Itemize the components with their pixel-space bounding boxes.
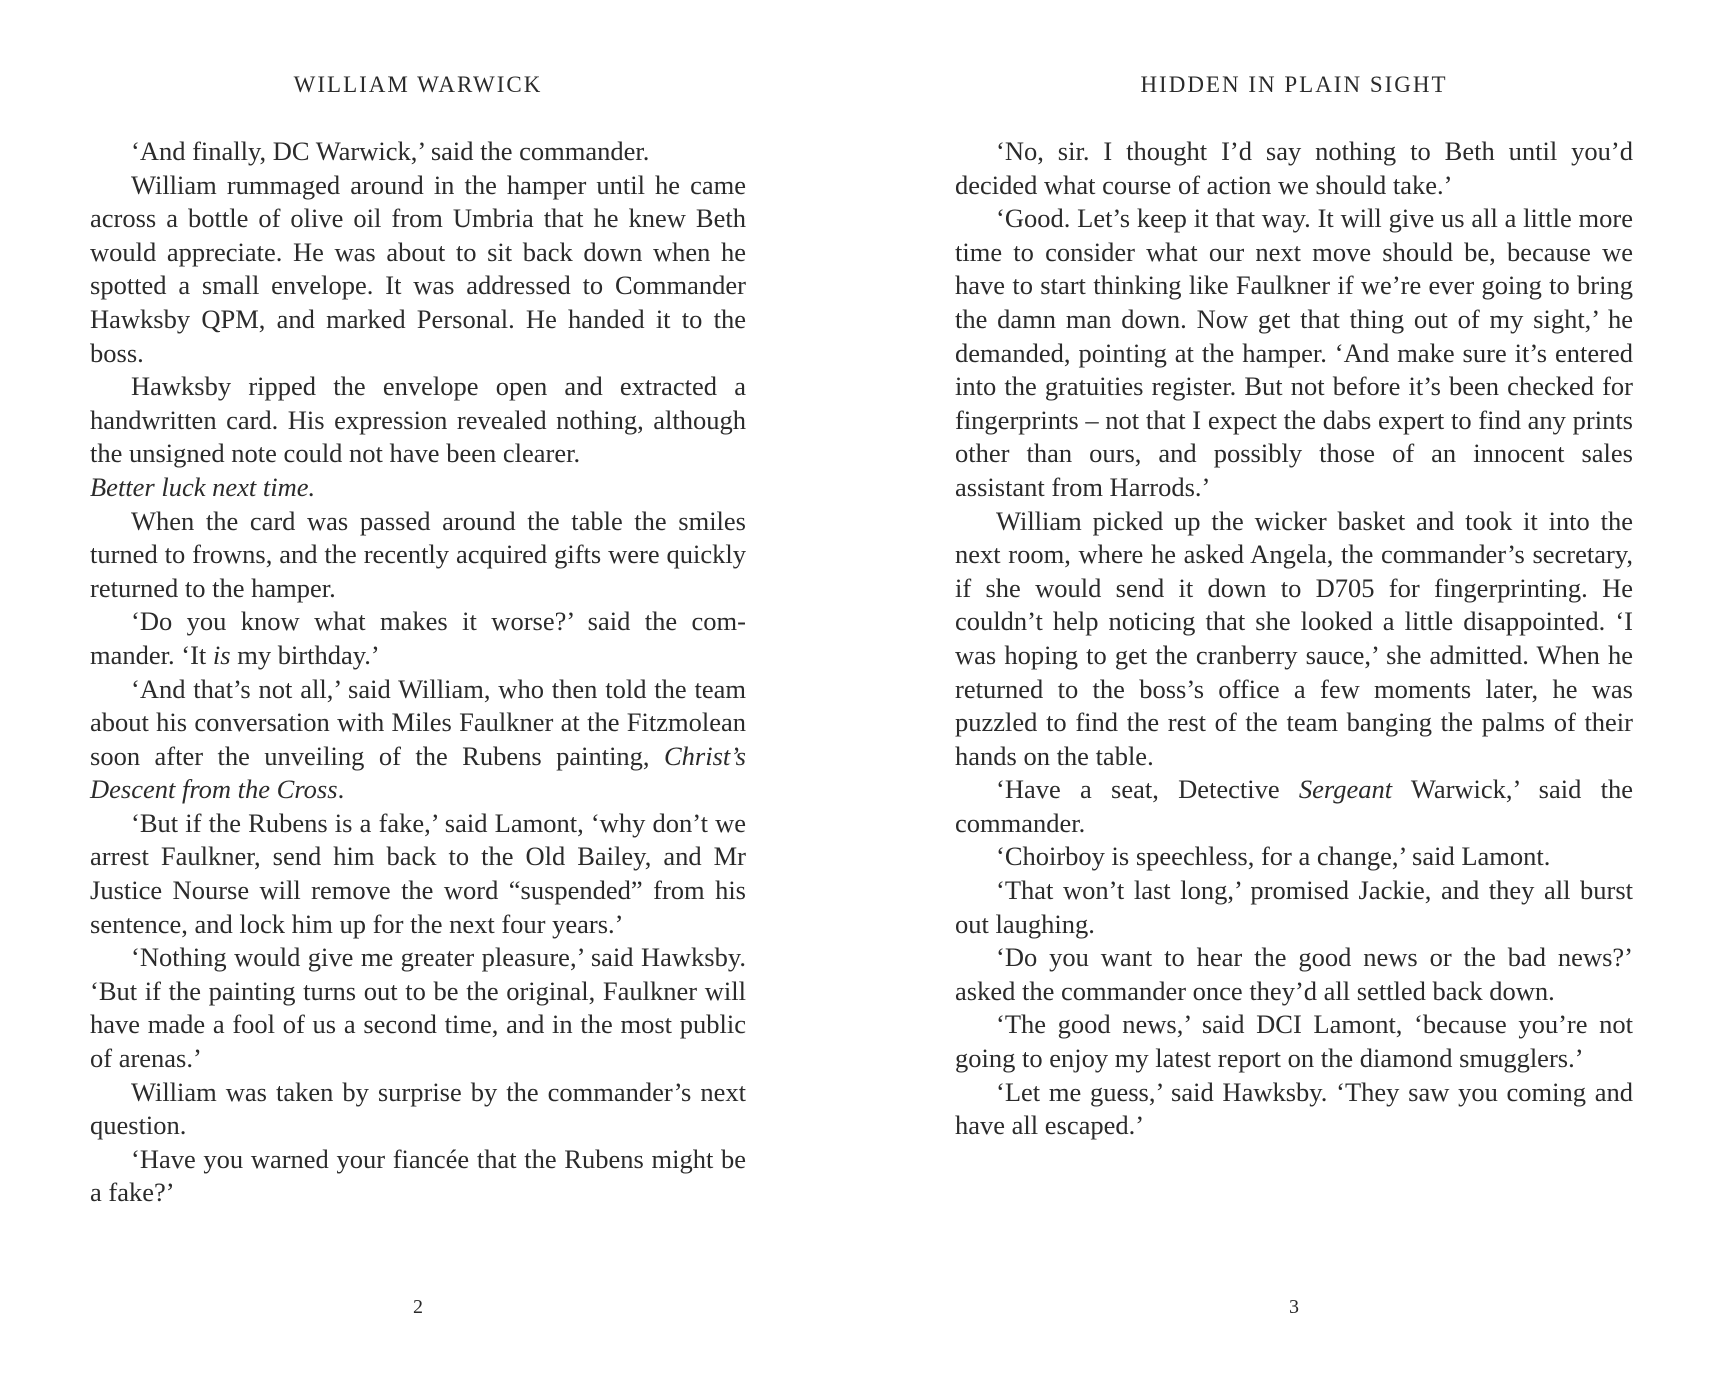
paragraph: ‘And finally, DC Warwick,’ said the commander. [131,136,650,166]
paragraph: ‘But if the Rubens is a fake,’ said Lamont, ‘why don’t we arrest Faulkner, send him back to the Old Bailey, and Mr Justice Nourse will remove the word “suspended” from his sentence, and lock him up for the next four years.’ [90,807,746,939]
italic-note-line [90,471,746,505]
paragraph: ‘Choirboy is speechless, for a change,’ said Lamont. [996,841,1551,872]
paragraph: Hawksby ripped the envelope open and extracted a handwritten card. His expression revealed nothing, although the unsigned note could not have been clearer. [90,371,746,469]
right-page [955,0,1633,1373]
paragraph: ‘Nothing would give me greater pleasure,’ said Hawksby. ‘But if the painting turns out to be the original, Faulkner will have made a fool of us a second time, and in the most public of arenas.’ [90,942,746,1074]
paragraph: When the card was passed around the table the smiles turned to frowns, and the recently acquired gifts were quickly returned to the hamper. [90,505,746,603]
paragraph: ‘Have a seat, Detective Sergeant Warwick,’ said the commander. [955,774,1633,838]
paragraph: ‘That won’t last long,’ promised Jackie, and they all burst out laughing. [955,875,1633,939]
paragraph: ‘Do you know what makes it worse?’ said the commander. ‘It is my birthday.’ [90,606,746,670]
italic-note: Better luck next time. [90,471,316,502]
paragraph: ‘Good. Let’s keep it that way. It will give us all a little more time to consider what our next move should be, because we have to start thinking like Faulkner if we’re ever going to bring the damn man down. Now get that thing out of my sight,’ he demanded, pointing at the hamper. ‘And make sure it’s entered into the gratuities register. But not before it’s been checked for fingerprints – not that I expect the dabs expert to find any prints other than ours, and possibly those of an innocent sales assistant from Harrods.’ [955,203,1633,502]
paragraph: ‘No, sir. I thought I’d say nothing to Beth until you’d decided what course of action we should take.’ [955,136,1633,200]
paragraph: ‘Let me guess,’ said Hawksby. ‘They saw you coming and have all escaped.’ [955,1076,1633,1141]
paragraph: ‘And that’s not all,’ said William, who then told the team about his conversation with Miles Faulkner at the Fitzmolean soon after the unveiling of the Rubens painting, Christ’s Descent from the Cross. [90,673,746,805]
paragraph: ‘Have you warned your fiancée that the Rubens might be a fake?’ [90,1143,746,1208]
body-text-right [955,135,1633,1143]
paragraph: ‘Do you want to hear the good news or the bad news?’ asked the commander once they’d all settled back down. [955,942,1633,1006]
left-page [90,0,746,1373]
paragraph: William picked up the wicker basket and took it into the next room, where he asked Angela, the commander’s secretary, if she would send it down to D705 for fingerprinting. He couldn’t help noticing that she looked a little disappointed. ‘I was hoping to get the cranberry sauce,’ she admitted. When he returned to the boss’s office a few moments later, he was puzzled to find the rest of the team banging the palms of their hands on the table. [955,505,1633,771]
paragraph: ‘The good news,’ said DCI Lamont, ‘because you’re not going to enjoy my latest report on the diamond smugglers.’ [955,1009,1633,1074]
running-head-right: HIDDEN IN PLAIN SIGHT [1140,72,1448,97]
running-head-left: WILLIAM WARWICK [293,72,543,97]
page-number-right: 3 [1289,1296,1299,1318]
paragraph: William was taken by surprise by the commander’s next question. [90,1076,746,1141]
page-number-left: 2 [413,1296,423,1318]
body-text-left [90,135,746,1210]
paragraph: William rummaged around in the hamper until he came across a bottle of olive oil from Umbria that he knew Beth would appreciate. He was about to sit back down when he spotted a small envelope. It was addressed to Commander Hawksby QPM, and marked Personal. He handed it to the boss. [90,169,746,368]
